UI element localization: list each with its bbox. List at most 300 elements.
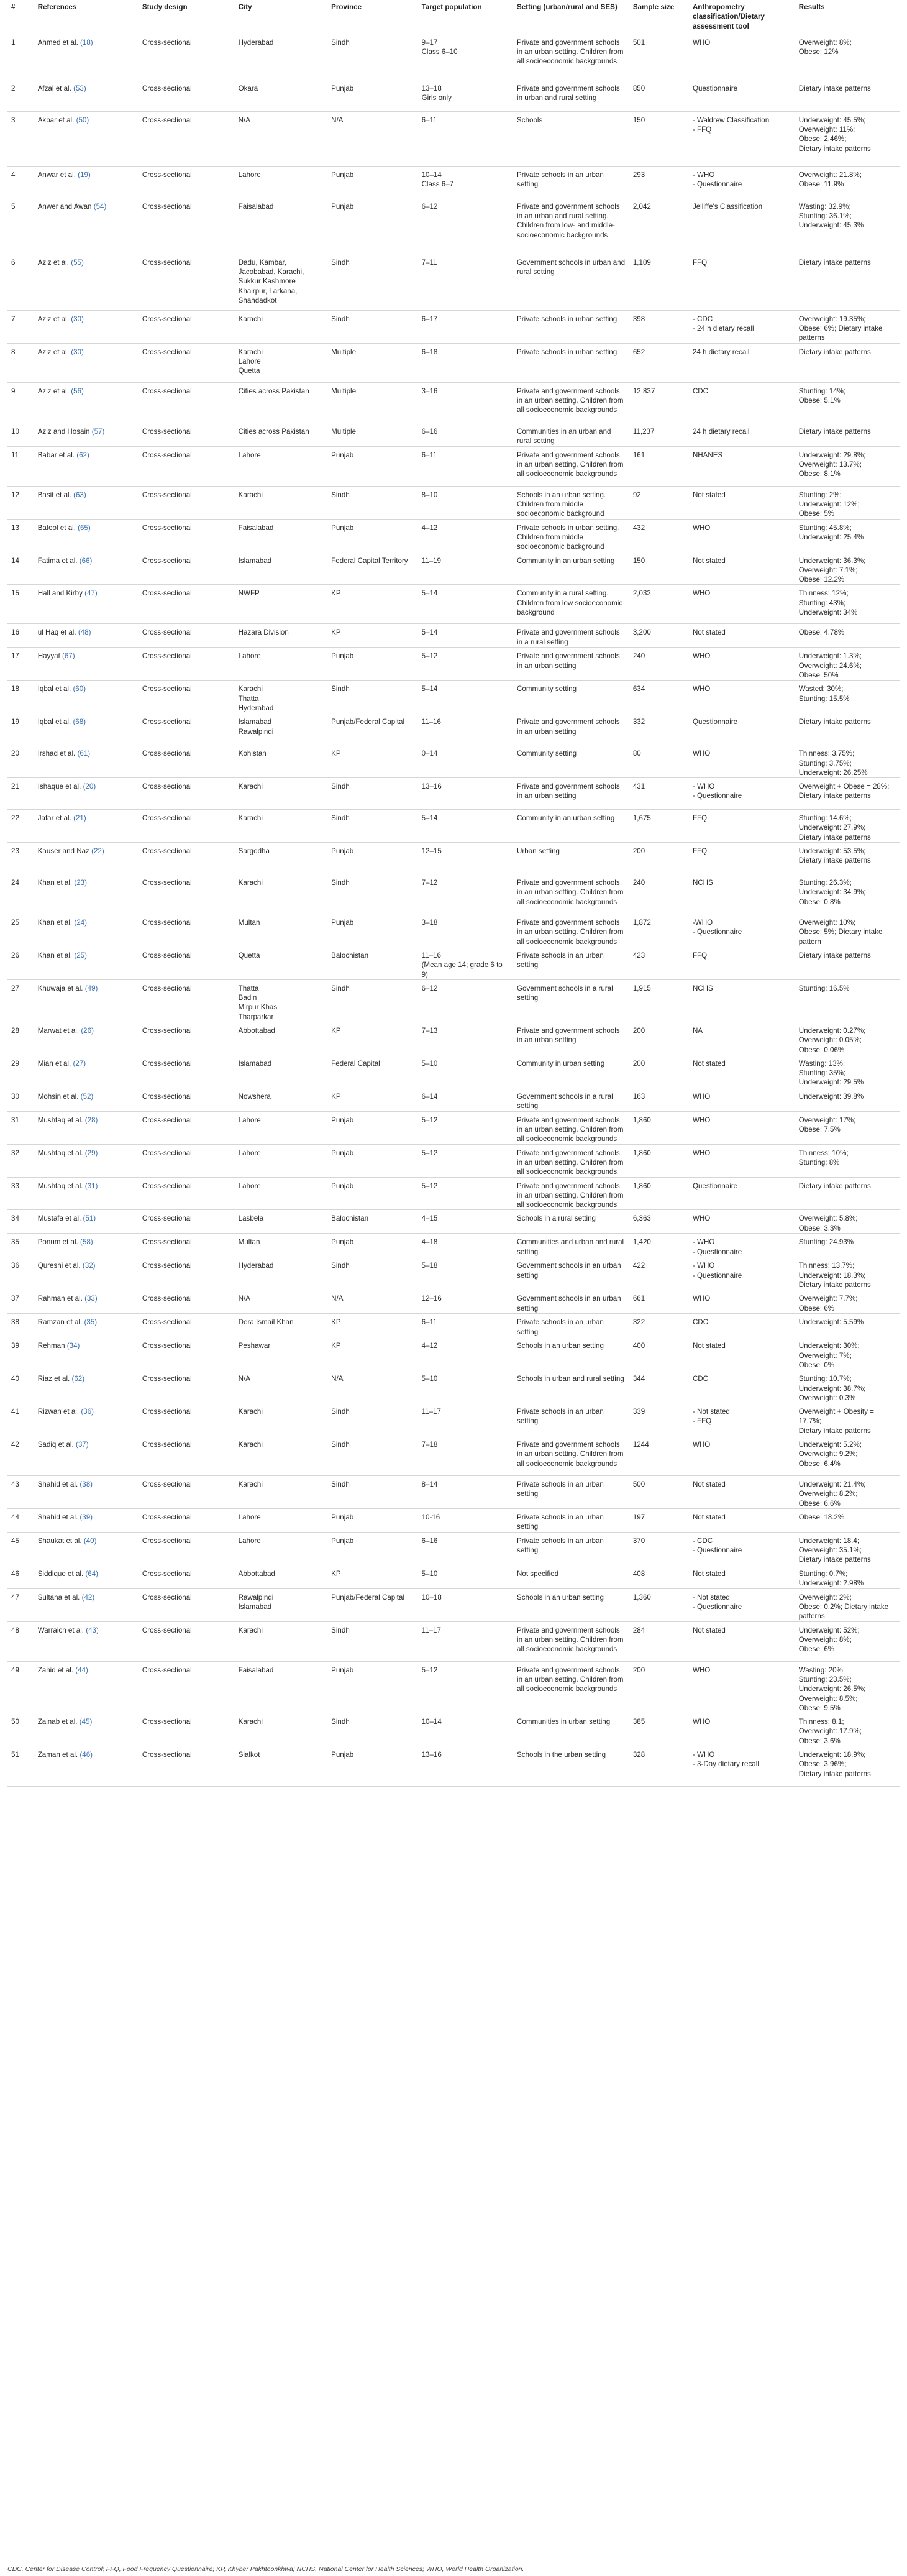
- cell-row-number: [7, 486, 34, 519]
- cell-assessment-tool: [689, 254, 795, 310]
- results-text: Thinness: 10%; Stunting: 8%: [798, 1148, 849, 1167]
- cell-setting: [513, 745, 629, 778]
- cell-study-design: [139, 552, 235, 585]
- province-text: Punjab: [331, 1751, 354, 1759]
- study-design-text: Cross-sectional: [142, 685, 192, 694]
- cell-sample-size: [629, 648, 689, 681]
- study-design-text: Cross-sectional: [142, 718, 192, 727]
- results-text: Obese: 4.78%: [798, 628, 845, 637]
- results-text: Thinness: 3.75%; Stunting: 3.75%; Underweight: 26.25%: [798, 749, 868, 777]
- results-text: Dietary intake patterns: [798, 258, 871, 267]
- cell-target-population: [418, 34, 513, 80]
- cell-assessment-tool: [689, 1713, 795, 1746]
- assessment-tool-text: -WHO - Questionnaire: [692, 919, 742, 937]
- cell-assessment-tool: [689, 648, 795, 681]
- target-population-text: 6–18: [421, 347, 438, 356]
- cell-setting: [513, 80, 629, 111]
- table-row: [7, 1370, 900, 1403]
- cell-city: [235, 979, 327, 1022]
- study-design-text: Cross-sectional: [142, 1666, 192, 1674]
- assessment-tool-text: WHO: [692, 1718, 711, 1726]
- cell-assessment-tool: [689, 1621, 795, 1661]
- cell-study-design: [139, 1088, 235, 1111]
- cell-city: [235, 1436, 327, 1476]
- setting-text: Government schools in an urban setting: [517, 1295, 621, 1313]
- cell-target-population: [418, 343, 513, 382]
- study-design-text: Cross-sectional: [142, 1593, 192, 1602]
- citation-link[interactable]: (28): [84, 1116, 98, 1124]
- cell-reference: [34, 198, 139, 254]
- study-design-text: Cross-sectional: [142, 749, 192, 758]
- citation-link[interactable]: (65): [78, 523, 91, 532]
- setting-text: Private and government schools in an urban setting. Children from all socioeconomic backgrounds: [517, 1116, 624, 1144]
- reference-author: Shahid et al.: [37, 1513, 78, 1521]
- cell-province: [327, 1088, 417, 1111]
- target-population-text: 6–11: [421, 451, 437, 459]
- citation-link[interactable]: (40): [83, 1536, 97, 1545]
- sample-size-text: 163: [632, 1092, 645, 1101]
- table-row: [7, 198, 900, 254]
- citation-link[interactable]: (26): [81, 1026, 94, 1035]
- table-row: [7, 914, 900, 947]
- province-text: KP: [331, 1569, 341, 1578]
- province-text: Multiple: [331, 427, 357, 436]
- cell-province: [327, 843, 417, 874]
- row-number-text: 10: [11, 427, 19, 436]
- cell-study-design: [139, 1532, 235, 1565]
- cell-target-population: [418, 310, 513, 343]
- cell-province: [327, 1337, 417, 1370]
- cell-results: [795, 1257, 900, 1290]
- citation-link[interactable]: (56): [71, 387, 84, 395]
- city-text: Cities across Pakistan: [238, 427, 309, 436]
- assessment-tool-text: NCHS: [692, 879, 713, 887]
- cell-city: [235, 1532, 327, 1565]
- city-text: Hyderabad: [238, 38, 274, 47]
- city-text: Karachi: [238, 1408, 263, 1416]
- citation-link[interactable]: (21): [73, 814, 86, 823]
- cell-sample-size: [629, 1088, 689, 1111]
- cell-reference: [34, 778, 139, 810]
- cell-setting: [513, 681, 629, 713]
- cell-city: [235, 1588, 327, 1621]
- table-row: [7, 519, 900, 552]
- reference-author: Iqbal et al.: [37, 685, 71, 694]
- sample-size-text: 398: [632, 314, 645, 323]
- citation-link[interactable]: (48): [78, 628, 91, 637]
- cell-setting: [513, 166, 629, 198]
- province-text: Punjab: [331, 523, 354, 532]
- cell-city: [235, 34, 327, 80]
- sample-size-text: 634: [632, 685, 645, 694]
- citation-link[interactable]: (57): [91, 427, 105, 436]
- col-header-study-design: Study design: [139, 0, 235, 34]
- cell-assessment-tool: [689, 778, 795, 810]
- cell-row-number: [7, 1661, 34, 1713]
- citation-link[interactable]: (55): [71, 258, 84, 267]
- table-row: [7, 80, 900, 111]
- citation-link[interactable]: (23): [74, 879, 87, 887]
- cell-study-design: [139, 382, 235, 423]
- citation-link[interactable]: (25): [74, 951, 87, 960]
- citation-link[interactable]: (24): [74, 919, 87, 927]
- cell-city: [235, 519, 327, 552]
- citation-link[interactable]: (47): [84, 589, 98, 598]
- citation-link[interactable]: (44): [75, 1666, 88, 1674]
- setting-text: Private schools in an urban setting: [517, 1513, 604, 1531]
- cell-province: [327, 1210, 417, 1234]
- citation-link[interactable]: (58): [80, 1238, 93, 1247]
- citation-link[interactable]: (30): [71, 314, 84, 323]
- citation-link[interactable]: (61): [77, 749, 91, 758]
- cell-setting: [513, 254, 629, 310]
- table-row: [7, 585, 900, 624]
- cell-target-population: [418, 552, 513, 585]
- cell-row-number: [7, 585, 34, 624]
- target-population-text: 10–14: [421, 1718, 442, 1726]
- cell-province: [327, 1746, 417, 1787]
- cell-setting: [513, 947, 629, 979]
- cell-row-number: [7, 1290, 34, 1314]
- cell-target-population: [418, 1022, 513, 1055]
- province-text: Balochistan: [331, 951, 369, 960]
- cell-reference: [34, 1177, 139, 1210]
- city-text: Karachi: [238, 314, 263, 323]
- cell-target-population: [418, 198, 513, 254]
- citation-link[interactable]: (60): [73, 685, 86, 694]
- province-text: Punjab/Federal Capital: [331, 1593, 405, 1602]
- cell-city: [235, 947, 327, 979]
- province-text: Punjab: [331, 847, 354, 856]
- reference-author: Basit et al.: [37, 490, 71, 499]
- table-row: [7, 1508, 900, 1532]
- city-text: Lahore: [238, 1536, 261, 1545]
- cell-reference: [34, 1257, 139, 1290]
- sample-size-text: 1,872: [632, 919, 651, 927]
- cell-setting: [513, 1588, 629, 1621]
- col-header-province: Province: [327, 0, 417, 34]
- province-text: Sindh: [331, 984, 350, 992]
- cell-setting: [513, 1290, 629, 1314]
- cell-study-design: [139, 486, 235, 519]
- citation-link[interactable]: (20): [83, 782, 96, 791]
- citation-link[interactable]: (30): [71, 347, 84, 356]
- target-population-text: 6–16: [421, 1536, 438, 1545]
- cell-sample-size: [629, 1588, 689, 1621]
- target-population-text: 10–18: [421, 1593, 442, 1602]
- cell-reference: [34, 1746, 139, 1787]
- cell-sample-size: [629, 681, 689, 713]
- sample-size-text: 652: [632, 347, 645, 356]
- cell-row-number: [7, 1314, 34, 1337]
- cell-results: [795, 1436, 900, 1476]
- city-text: Karachi: [238, 490, 263, 499]
- target-population-text: 11–16: [421, 718, 441, 727]
- city-text: Multan: [238, 919, 260, 927]
- setting-text: Private schools in an urban setting: [517, 170, 604, 189]
- cell-city: [235, 745, 327, 778]
- cell-row-number: [7, 1588, 34, 1621]
- citation-link[interactable]: (45): [79, 1718, 93, 1726]
- results-text: Overweight: 21.8%; Obese: 11.9%: [798, 170, 862, 189]
- cell-results: [795, 979, 900, 1022]
- row-number-text: 24: [11, 879, 19, 887]
- reference-author: Jafar et al.: [37, 814, 71, 823]
- cell-study-design: [139, 624, 235, 648]
- city-text: Karachi Lahore Quetta: [238, 347, 263, 375]
- row-number-text: 20: [11, 749, 19, 758]
- row-number-text: 35: [11, 1238, 19, 1247]
- cell-reference: [34, 1565, 139, 1588]
- citation-link[interactable]: (42): [81, 1593, 95, 1602]
- cell-row-number: [7, 1565, 34, 1588]
- cell-city: [235, 1337, 327, 1370]
- citation-link[interactable]: (33): [84, 1295, 98, 1303]
- cell-reference: [34, 843, 139, 874]
- cell-reference: [34, 34, 139, 80]
- results-text: Stunting: 14.6%; Underweight: 27.9%; Dietary intake patterns: [798, 814, 871, 841]
- cell-results: [795, 1290, 900, 1314]
- cell-city: [235, 1508, 327, 1532]
- row-number-text: 7: [11, 314, 16, 323]
- sample-size-text: 500: [632, 1480, 645, 1488]
- cell-target-population: [418, 1088, 513, 1111]
- results-text: Stunting: 45.8%; Underweight: 25.4%: [798, 523, 864, 541]
- cell-results: [795, 1532, 900, 1565]
- citation-link[interactable]: (27): [73, 1059, 86, 1068]
- row-number-text: 1: [11, 38, 16, 47]
- cell-study-design: [139, 585, 235, 624]
- cell-city: [235, 1257, 327, 1290]
- cell-study-design: [139, 810, 235, 843]
- assessment-tool-text: 24 h dietary recall: [692, 347, 750, 356]
- cell-study-design: [139, 874, 235, 914]
- cell-results: [795, 1661, 900, 1713]
- citation-link[interactable]: (62): [76, 451, 89, 459]
- reference-author: Aziz et al.: [37, 314, 69, 323]
- study-design-text: Cross-sectional: [142, 1513, 192, 1521]
- cell-sample-size: [629, 166, 689, 198]
- cell-sample-size: [629, 1210, 689, 1234]
- citation-link[interactable]: (36): [81, 1408, 94, 1416]
- citation-link[interactable]: (63): [73, 490, 86, 499]
- col-header-assessment-tool: Anthropometry classification/Dietary assessment tool: [689, 0, 795, 34]
- cell-reference: [34, 382, 139, 423]
- cell-results: [795, 1713, 900, 1746]
- sample-size-text: 1,675: [632, 814, 651, 823]
- col-header-sample-size: Sample size: [629, 0, 689, 34]
- reference-author: Afzal et al.: [37, 84, 71, 93]
- cell-province: [327, 1403, 417, 1436]
- cell-province: [327, 552, 417, 585]
- row-number-text: 18: [11, 685, 19, 694]
- cell-setting: [513, 1337, 629, 1370]
- citation-link[interactable]: (31): [84, 1181, 98, 1190]
- sample-size-text: 1,420: [632, 1238, 651, 1247]
- citation-link[interactable]: (39): [80, 1513, 93, 1521]
- table-row: [7, 1234, 900, 1257]
- citation-link[interactable]: (51): [83, 1214, 96, 1223]
- cell-study-design: [139, 648, 235, 681]
- citation-link[interactable]: (50): [76, 116, 89, 124]
- cell-setting: [513, 1111, 629, 1144]
- sample-size-text: 344: [632, 1375, 645, 1383]
- cell-target-population: [418, 446, 513, 486]
- cell-sample-size: [629, 947, 689, 979]
- row-number-text: 23: [11, 847, 19, 856]
- cell-results: [795, 1565, 900, 1588]
- cell-assessment-tool: [689, 947, 795, 979]
- sample-size-text: 92: [632, 490, 641, 499]
- cell-row-number: [7, 310, 34, 343]
- cell-target-population: [418, 874, 513, 914]
- citation-link[interactable]: (22): [91, 847, 104, 856]
- cell-row-number: [7, 1508, 34, 1532]
- city-text: N/A: [238, 116, 250, 124]
- citation-link[interactable]: (34): [66, 1342, 80, 1350]
- cell-reference: [34, 585, 139, 624]
- row-number-text: 41: [11, 1408, 19, 1416]
- cell-reference: [34, 166, 139, 198]
- cell-city: [235, 80, 327, 111]
- assessment-tool-text: CDC: [692, 1318, 709, 1327]
- study-design-text: Cross-sectional: [142, 1751, 192, 1759]
- city-text: Okara: [238, 84, 258, 93]
- cell-results: [795, 1476, 900, 1509]
- target-population-text: 11–16 (Mean age 14; grade 6 to 9): [421, 951, 503, 979]
- citation-link[interactable]: (46): [80, 1751, 93, 1759]
- cell-province: [327, 810, 417, 843]
- city-text: Islamabad Rawalpindi: [238, 718, 274, 736]
- cell-row-number: [7, 914, 34, 947]
- cell-target-population: [418, 648, 513, 681]
- citation-link[interactable]: (18): [80, 38, 93, 47]
- citation-link[interactable]: (19): [78, 170, 91, 179]
- cell-study-design: [139, 80, 235, 111]
- cell-study-design: [139, 1565, 235, 1588]
- citation-link[interactable]: (38): [80, 1480, 93, 1488]
- cell-row-number: [7, 1532, 34, 1565]
- study-design-text: Cross-sectional: [142, 556, 192, 565]
- setting-text: Private and government schools in urban and rural setting: [517, 84, 620, 103]
- cell-province: [327, 446, 417, 486]
- citation-link[interactable]: (66): [79, 556, 93, 565]
- cell-reference: [34, 552, 139, 585]
- setting-text: Private and government schools in an urban setting. Children from all socioeconomic backgrounds: [517, 451, 624, 479]
- cell-target-population: [418, 1532, 513, 1565]
- cell-setting: [513, 1476, 629, 1509]
- cell-setting: [513, 914, 629, 947]
- cell-province: [327, 382, 417, 423]
- table-row: [7, 1210, 900, 1234]
- citation-link[interactable]: (52): [80, 1092, 94, 1101]
- assessment-tool-text: WHO: [692, 1295, 711, 1303]
- citation-link[interactable]: (29): [84, 1148, 98, 1157]
- citation-link[interactable]: (49): [84, 984, 98, 992]
- row-number-text: 13: [11, 523, 19, 532]
- citation-link[interactable]: (68): [73, 718, 86, 727]
- sample-size-text: 293: [632, 170, 645, 179]
- cell-assessment-tool: [689, 1532, 795, 1565]
- reference-author: Ponum et al.: [37, 1238, 78, 1247]
- citation-link[interactable]: (64): [85, 1569, 99, 1578]
- results-text: Underweight: 0.27%; Overweight: 0.05%; Obese: 0.06%: [798, 1026, 866, 1054]
- province-text: Punjab: [331, 1181, 354, 1190]
- target-population-text: 6–14: [421, 1092, 438, 1101]
- cell-assessment-tool: [689, 1257, 795, 1290]
- cell-sample-size: [629, 1022, 689, 1055]
- cell-sample-size: [629, 552, 689, 585]
- assessment-tool-text: FFQ: [692, 847, 708, 856]
- reference-author: Ramzan et al.: [37, 1318, 83, 1327]
- table-row: [7, 1436, 900, 1476]
- cell-study-design: [139, 979, 235, 1022]
- target-population-text: 7–18: [421, 1441, 438, 1449]
- cell-row-number: [7, 1370, 34, 1403]
- cell-sample-size: [629, 1403, 689, 1436]
- cell-reference: [34, 1144, 139, 1177]
- sample-size-text: 240: [632, 879, 645, 887]
- cell-reference: [34, 1370, 139, 1403]
- results-text: Underweight: 36.3%; Overweight: 7.1%; Obese: 12.2%: [798, 556, 866, 584]
- cell-setting: [513, 713, 629, 745]
- setting-text: Community in an urban setting: [517, 556, 615, 565]
- cell-row-number: [7, 947, 34, 979]
- cell-row-number: [7, 778, 34, 810]
- cell-setting: [513, 310, 629, 343]
- citation-link[interactable]: (67): [62, 652, 75, 661]
- cell-results: [795, 624, 900, 648]
- citation-link[interactable]: (37): [75, 1441, 89, 1449]
- citation-link[interactable]: (35): [84, 1318, 98, 1327]
- cell-province: [327, 1508, 417, 1532]
- citation-link[interactable]: (54): [93, 202, 107, 211]
- citation-link[interactable]: (32): [82, 1262, 96, 1270]
- cell-province: [327, 1314, 417, 1337]
- citation-link[interactable]: (43): [86, 1626, 99, 1634]
- cell-results: [795, 1055, 900, 1088]
- target-population-text: 11–17: [421, 1626, 441, 1634]
- cell-study-design: [139, 166, 235, 198]
- cell-setting: [513, 1055, 629, 1088]
- cell-setting: [513, 519, 629, 552]
- results-text: Stunting: 0.7%; Underweight: 2.98%: [798, 1569, 864, 1588]
- cell-province: [327, 914, 417, 947]
- province-text: Sindh: [331, 38, 350, 47]
- setting-text: Private and government schools in an urban setting: [517, 718, 620, 736]
- row-number-text: 11: [11, 451, 19, 459]
- table-row: [7, 1144, 900, 1177]
- cell-target-population: [418, 1476, 513, 1509]
- cell-assessment-tool: [689, 1055, 795, 1088]
- cell-setting: [513, 778, 629, 810]
- cell-target-population: [418, 1565, 513, 1588]
- assessment-tool-text: WHO: [692, 1666, 711, 1674]
- setting-text: Government schools in a rural setting: [517, 1092, 613, 1111]
- citation-link[interactable]: (53): [73, 84, 86, 93]
- assessment-tool-text: NHANES: [692, 451, 723, 459]
- cell-study-design: [139, 1055, 235, 1088]
- table-row: [7, 1588, 900, 1621]
- cell-results: [795, 34, 900, 80]
- setting-text: Schools in a rural setting: [517, 1214, 596, 1223]
- citation-link[interactable]: (62): [71, 1375, 85, 1383]
- cell-sample-size: [629, 585, 689, 624]
- cell-city: [235, 1661, 327, 1713]
- setting-text: Communities in an urban and rural setting: [517, 427, 611, 446]
- assessment-tool-text: - CDC - Questionnaire: [692, 1536, 742, 1555]
- reference-author: Ahmed et al.: [37, 38, 78, 47]
